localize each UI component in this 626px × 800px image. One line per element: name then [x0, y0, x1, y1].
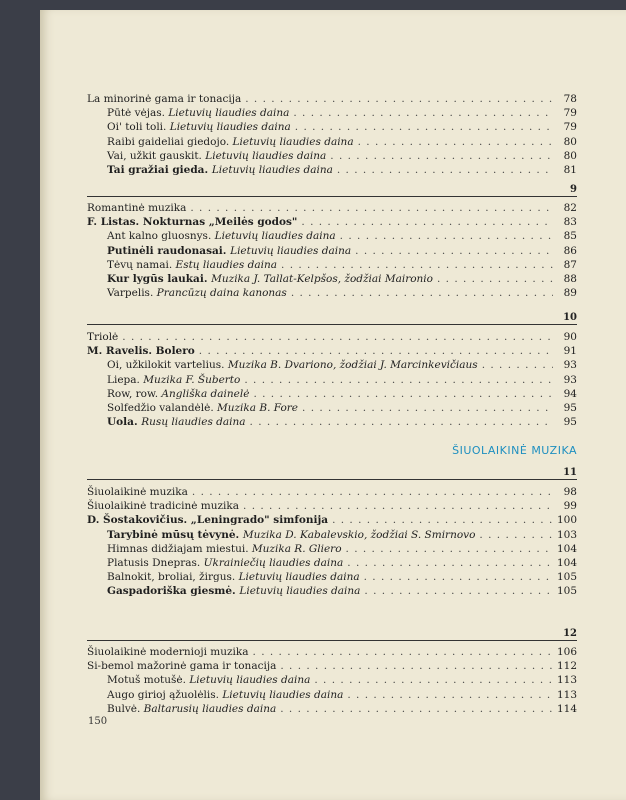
entry-name: Tarybinė mūsų tėvynė. — [107, 528, 243, 541]
entry-page: 95 — [563, 402, 577, 414]
entry-page: 93 — [563, 373, 577, 386]
entry-title — [87, 164, 333, 176]
dot-leader — [346, 543, 553, 555]
divider — [87, 640, 577, 641]
toc-entry — [87, 701, 577, 715]
entry-page: 104 — [557, 542, 578, 555]
entry-name: Šiuolaikinė tradicinė muzika — [87, 500, 240, 513]
dot-leader — [337, 164, 553, 176]
toc-entry — [87, 257, 577, 271]
toc-entry — [87, 687, 577, 701]
entry-name: Solfedžio valandėlė. — [107, 402, 217, 414]
entry-title — [87, 230, 336, 242]
entry-page: 105 — [557, 585, 578, 598]
entry-credit: Muzika B. Dvariono, žodžiai J. Marcinkevičiaus — [227, 359, 478, 372]
entry-page: 82 — [563, 202, 577, 214]
toc-entry — [87, 672, 577, 686]
dot-leader — [482, 359, 553, 371]
toc-entry — [87, 498, 577, 512]
entry-title — [87, 660, 276, 672]
entry-page: 95 — [563, 416, 577, 429]
toc-entry — [87, 386, 577, 400]
chapter-number: 10 — [563, 312, 577, 323]
entry-title — [87, 287, 287, 299]
entry-credit: Muzika R. Gliero — [251, 542, 342, 555]
entry-credit: Angliška dainelė — [161, 387, 250, 400]
entry-page: 103 — [557, 528, 578, 541]
entry-title — [87, 259, 277, 271]
dot-leader — [280, 660, 553, 672]
toc-entry — [87, 134, 577, 148]
entry-title — [87, 486, 188, 498]
entry-page: 86 — [563, 244, 577, 257]
entry-page: 87 — [563, 258, 577, 271]
dot-leader — [364, 571, 553, 583]
dot-leader — [301, 216, 553, 228]
dot-leader — [291, 287, 553, 299]
dot-leader — [250, 416, 553, 428]
entry-credit: Prancūzų daina kanonas — [156, 287, 287, 300]
toc-entry — [87, 119, 577, 133]
entry-title — [87, 402, 298, 414]
divider — [87, 324, 577, 325]
toc-entry — [87, 658, 577, 672]
entry-credit: Ukrainiečių liaudies daina — [203, 557, 344, 569]
entry-name: Ant kalno gluosnys. — [107, 230, 215, 243]
entry-credit: Lietuvių liaudies daina — [238, 571, 360, 584]
entry-title — [87, 121, 291, 133]
entry-title — [87, 388, 249, 400]
entry-credit: Lietuvių liaudies daina — [168, 107, 290, 120]
entry-name: Kur lygūs laukai. — [107, 273, 212, 285]
toc-entry — [87, 343, 577, 357]
entry-title — [87, 585, 360, 597]
dot-leader — [244, 374, 553, 386]
entry-credit: Lietuvių liaudies daina — [239, 585, 361, 598]
entry-page: 80 — [563, 149, 577, 162]
page-number: 150 — [88, 716, 108, 727]
entry-credit: Baltarusių liaudies daina — [143, 702, 277, 715]
entry-credit: Lietuvių liaudies daina — [211, 164, 333, 176]
dot-leader — [293, 107, 553, 119]
dot-leader — [281, 259, 553, 271]
dot-leader — [190, 202, 553, 214]
toc-entry — [87, 271, 577, 285]
entry-page: 79 — [563, 107, 577, 120]
entry-page: 113 — [557, 674, 578, 687]
entry-credit: Lietuvių liaudies daina — [169, 121, 291, 134]
entry-name: Šiuolaikinė muzika — [87, 486, 188, 498]
entry-title — [87, 216, 297, 228]
toc-entry — [87, 414, 577, 428]
toc-entry — [87, 228, 577, 242]
entry-credit: Lietuvių liaudies daina — [232, 135, 354, 148]
entry-page: 98 — [563, 486, 577, 498]
entry-name: Romantinė muzika — [87, 202, 187, 214]
entry-page: 99 — [563, 500, 577, 513]
toc-entry — [87, 329, 577, 343]
dot-leader — [245, 93, 553, 105]
entry-name: Balnokit, broliai, žirgus. — [107, 571, 239, 584]
entry-name: Himnas didžiajam miestui. — [107, 542, 252, 555]
dot-leader — [479, 529, 553, 541]
toc-entry — [87, 285, 577, 299]
entry-page: 93 — [563, 359, 577, 372]
toc-entry — [87, 555, 577, 569]
toc-entry — [87, 583, 577, 597]
entry-credit: Rusų liaudies daina — [141, 416, 246, 429]
entry-name: Uola. — [107, 416, 142, 429]
entry-credit: Muzika F. Šuberto — [143, 373, 241, 386]
entry-credit: Lietuvių liaudies daina — [230, 244, 352, 257]
entry-title — [87, 543, 342, 555]
entry-name: Varpelis. — [107, 287, 157, 300]
entry-name: Gaspadoriška giesmė. — [107, 585, 240, 598]
entry-name: Triolė — [87, 331, 119, 343]
dot-leader — [355, 245, 553, 257]
dot-leader — [295, 121, 553, 133]
dot-leader — [199, 345, 553, 357]
entry-name: Augo girioj ąžuolėlis. — [107, 688, 223, 701]
toc-entry — [87, 243, 577, 257]
toc-entry — [87, 484, 577, 498]
entry-page: 83 — [563, 216, 577, 229]
entry-name: D. Šostakovičius. „Leningrado" simfonija — [87, 514, 329, 527]
dot-leader — [347, 557, 553, 569]
divider — [87, 479, 577, 480]
entry-title — [87, 529, 475, 541]
entry-page: 106 — [557, 646, 578, 658]
entry-title — [87, 273, 433, 285]
entry-title — [87, 331, 118, 343]
entry-name: Raibi gaideliai giedojo. — [107, 135, 233, 148]
entry-name: Liepa. — [107, 373, 144, 386]
entry-name: Oi' toli toli. — [107, 121, 170, 134]
dot-leader — [330, 150, 553, 162]
entry-name: Bulvė. — [107, 702, 144, 715]
entry-title — [87, 136, 354, 148]
entry-title — [87, 571, 360, 583]
entry-title — [87, 646, 249, 658]
entry-title — [87, 514, 328, 526]
entry-page: 91 — [563, 345, 577, 358]
section-heading: ŠIUOLAIKINĖ MUZIKA — [452, 444, 577, 457]
entry-name: Šiuolaikinė modernioji muzika — [87, 646, 249, 658]
dot-leader — [192, 486, 553, 498]
entry-page: 113 — [557, 688, 578, 701]
entry-name: Putinėli raudonasai. — [107, 244, 231, 257]
toc-entry — [87, 527, 577, 541]
dot-leader — [302, 402, 553, 414]
toc-entry — [87, 372, 577, 386]
entry-name: Platusis Dnepras. — [107, 557, 204, 569]
dot-leader — [347, 689, 553, 701]
dot-leader — [122, 331, 553, 343]
entry-page: 112 — [557, 660, 578, 673]
entry-page: 81 — [563, 164, 577, 176]
entry-name: Tėvų namai. — [107, 258, 176, 271]
dot-leader — [340, 230, 553, 242]
entry-name: F. Listas. Nokturnas „Meilės godos" — [87, 216, 298, 229]
entry-page: 94 — [563, 387, 577, 400]
entry-name: Motuš motušė. — [107, 674, 190, 687]
entry-title — [87, 500, 239, 512]
entry-credit: Lietuvių liaudies daina — [214, 230, 336, 243]
table-of-contents — [87, 0, 577, 800]
entry-title — [87, 93, 241, 105]
entry-title — [87, 359, 478, 371]
entry-page: 78 — [563, 93, 577, 105]
dot-leader — [280, 703, 553, 715]
entry-page: 114 — [557, 702, 578, 715]
toc-entry — [87, 200, 577, 214]
entry-name: La minorinė gama ir tonacija — [87, 93, 242, 105]
dot-leader — [364, 585, 553, 597]
toc-entry — [87, 105, 577, 119]
entry-page: 80 — [563, 135, 577, 148]
entry-name: Vai, užkit gauskit. — [107, 149, 206, 162]
dot-leader — [253, 646, 553, 658]
entry-credit: Muzika B. Fore — [217, 402, 299, 414]
entry-title — [87, 416, 246, 428]
chapter-number: 11 — [563, 467, 577, 478]
entry-name: M. Ravelis. Bolero — [87, 345, 195, 358]
entry-title — [87, 703, 276, 715]
toc-entry — [87, 162, 577, 176]
entry-credit: Estų liaudies daina — [175, 258, 278, 271]
entry-title — [87, 345, 195, 357]
entry-name: Tai gražiai gieda. — [107, 164, 212, 176]
entry-title — [87, 557, 343, 569]
entry-title — [87, 107, 289, 119]
toc-entry — [87, 541, 577, 555]
dot-leader — [243, 500, 553, 512]
entry-title — [87, 374, 240, 386]
toc-entry — [87, 644, 577, 658]
entry-title — [87, 674, 310, 686]
toc-entry — [87, 569, 577, 583]
dot-leader — [332, 514, 553, 526]
toc-entry — [87, 512, 577, 526]
entry-page: 105 — [557, 571, 578, 584]
toc-entry — [87, 357, 577, 371]
dot-leader — [314, 674, 553, 686]
entry-title — [87, 202, 186, 214]
divider — [87, 196, 577, 197]
entry-credit: Lietuvių liaudies daina — [205, 149, 327, 162]
entry-credit: Muzika J. Tallat-Kelpšos, žodžiai Maironio — [211, 273, 433, 285]
chapter-number: 12 — [563, 628, 577, 639]
entry-credit: Lietuvių liaudies daina — [189, 674, 311, 687]
toc-entry — [87, 400, 577, 414]
entry-page: 90 — [563, 331, 577, 343]
entry-page: 85 — [563, 230, 577, 243]
entry-name: Oi, užkilokit vartelius. — [107, 359, 228, 372]
entry-title — [87, 689, 343, 701]
entry-credit: Muzika D. Kabalevskio, žodžiai S. Smirnovo — [242, 528, 476, 541]
toc-entry — [87, 214, 577, 228]
dot-leader — [358, 136, 553, 148]
entry-title — [87, 150, 326, 162]
entry-name: Row, row. — [107, 387, 162, 400]
entry-page: 100 — [557, 514, 578, 527]
entry-name: Si-bemol mažorinė gama ir tonacija — [87, 660, 277, 673]
entry-page: 88 — [563, 273, 577, 285]
toc-entry — [87, 148, 577, 162]
chapter-number: 9 — [570, 184, 577, 195]
entry-page: 79 — [563, 121, 577, 134]
entry-title — [87, 245, 351, 257]
entry-page: 89 — [563, 287, 577, 300]
dot-leader — [253, 388, 553, 400]
entry-page: 104 — [557, 557, 578, 569]
entry-credit: Lietuvių liaudies daina — [222, 688, 344, 701]
dot-leader — [437, 273, 553, 285]
entry-name: Pūtė vėjas. — [107, 107, 169, 120]
toc-entry — [87, 91, 577, 105]
